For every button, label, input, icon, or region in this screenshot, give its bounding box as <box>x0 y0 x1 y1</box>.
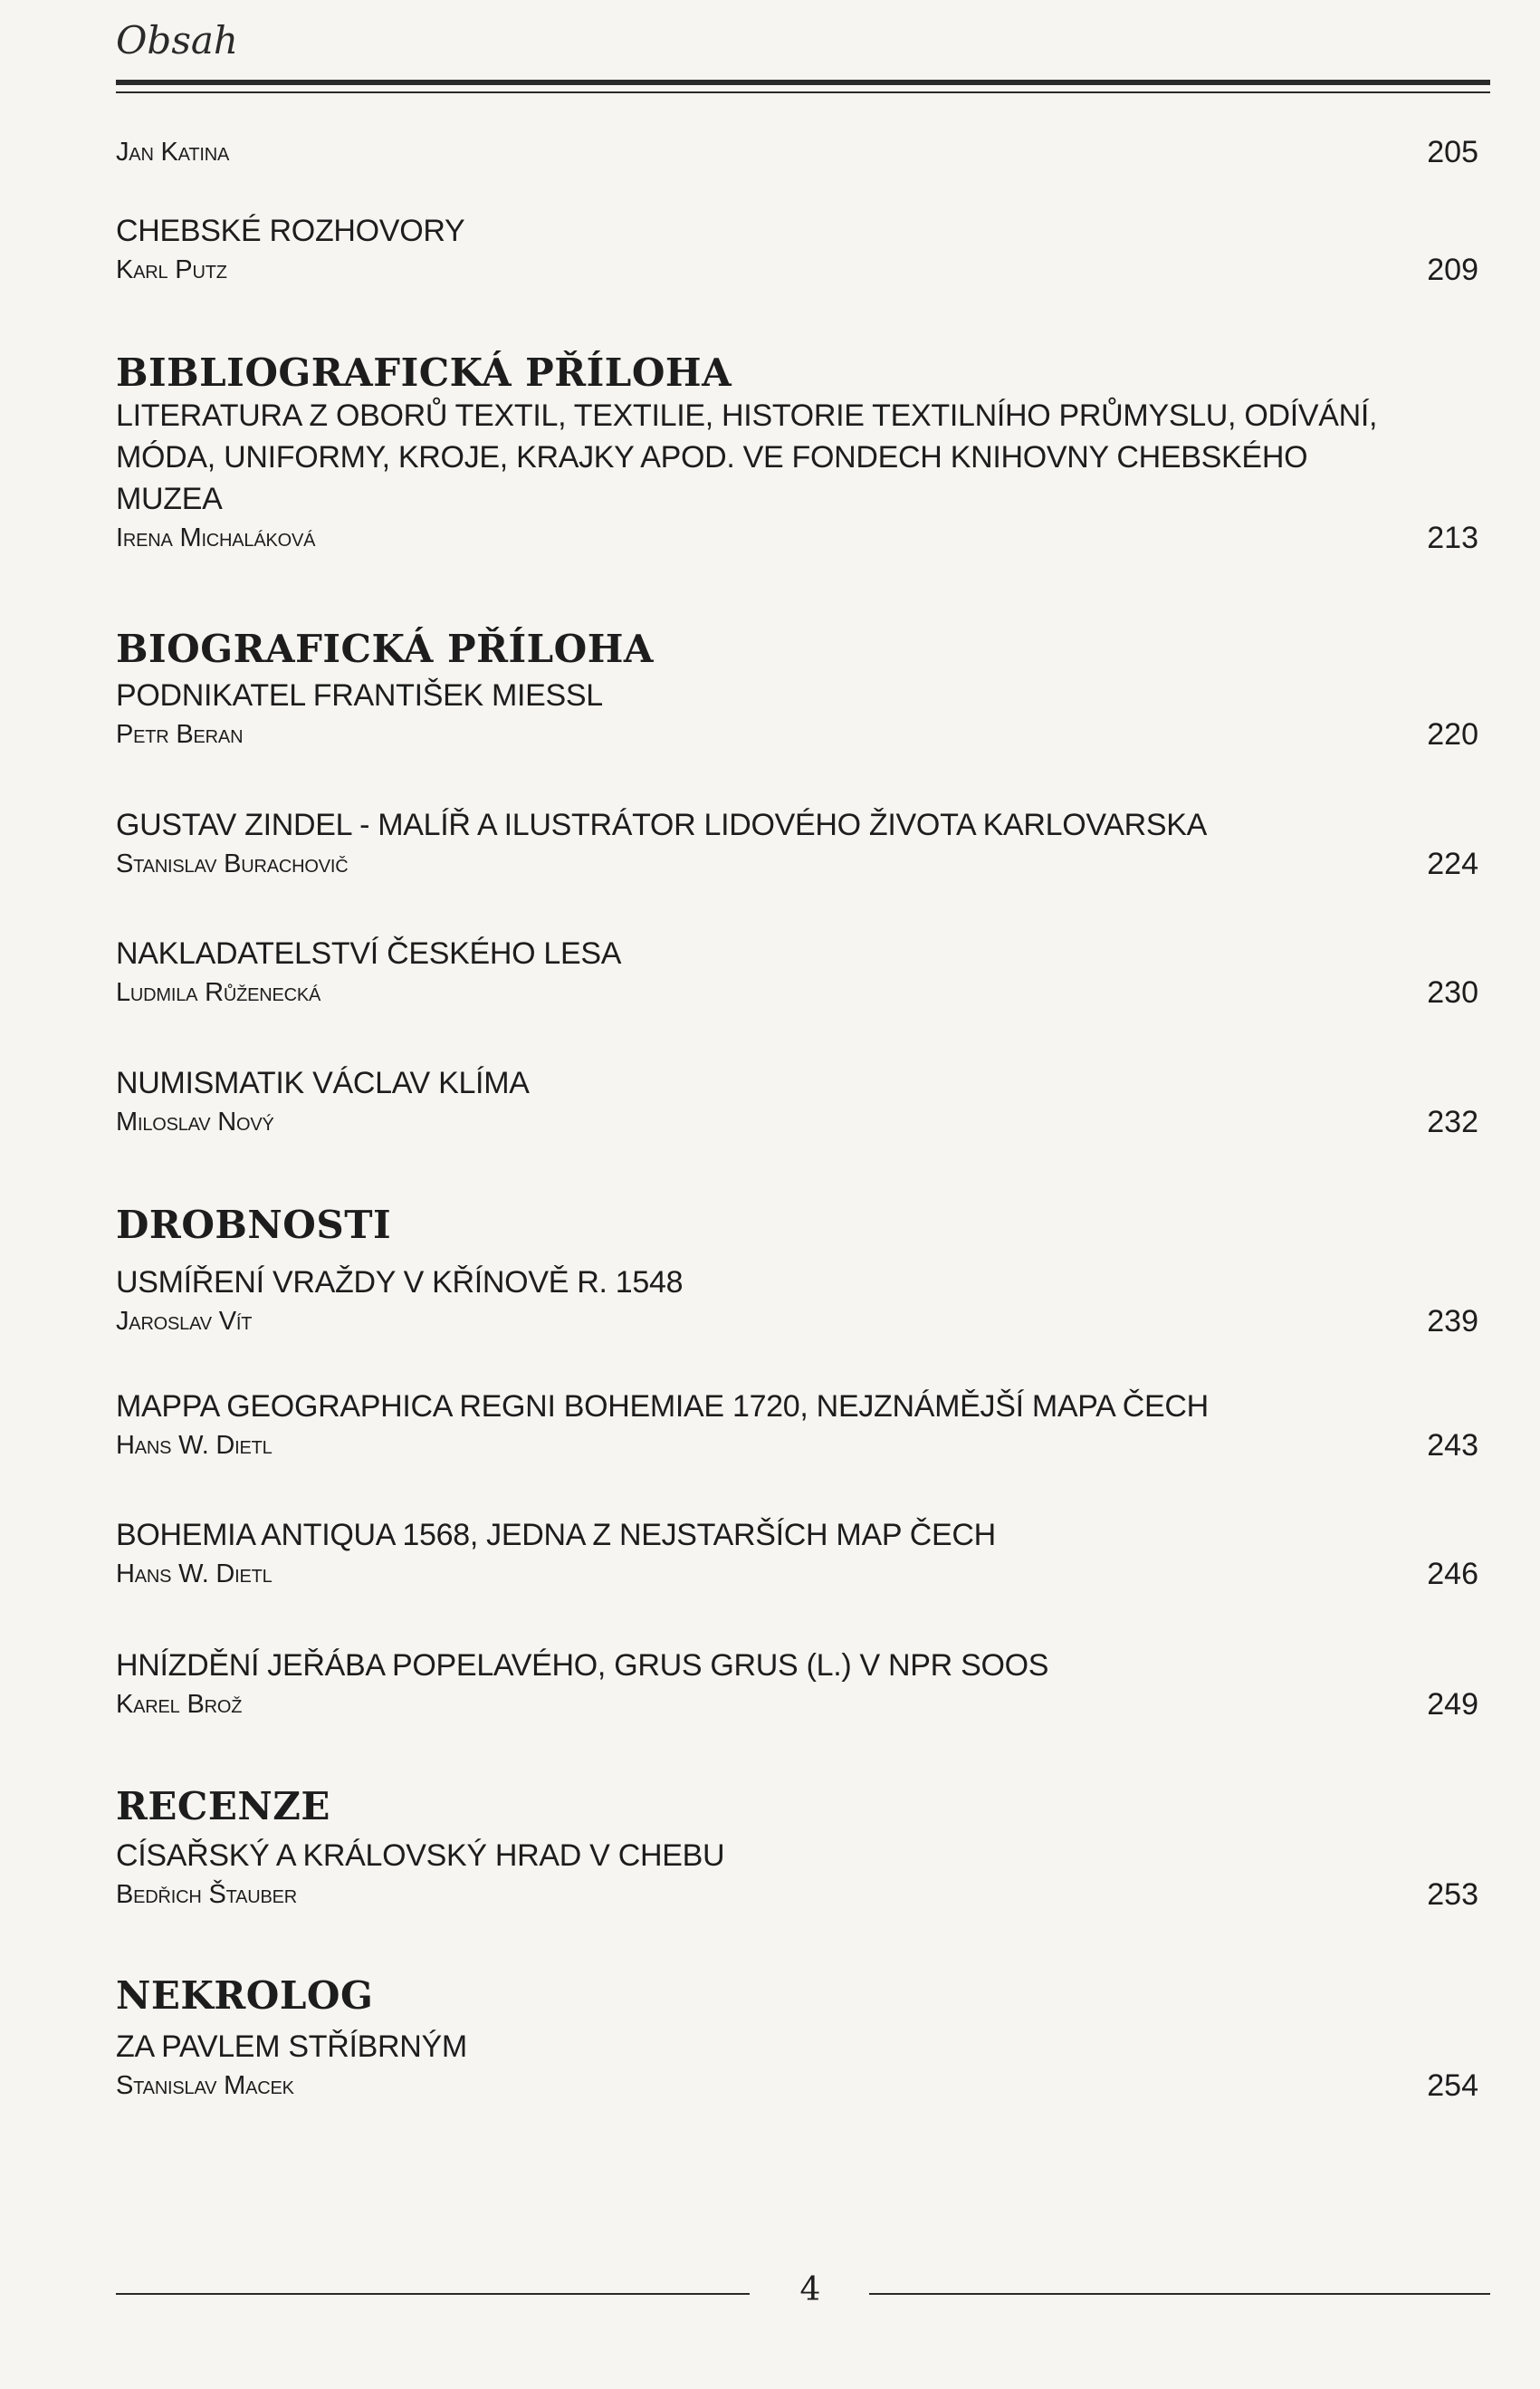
toc-entry <box>116 675 1478 753</box>
entry-title: PODNIKATEL FRANTIŠEK MIESSL <box>116 678 603 713</box>
header-rule-thin <box>116 91 1490 93</box>
toc-entry <box>116 1835 1478 1913</box>
entry-author: Stanislav Macek <box>116 2071 294 2100</box>
page-number: 4 <box>799 2271 821 2308</box>
section-heading-drobnosti: DROBNOSTI <box>116 1203 392 1247</box>
entry-author: Jaroslav Vít <box>116 1307 253 1336</box>
entry-page-number: 224 <box>1427 847 1478 881</box>
toc-entry <box>116 134 1478 170</box>
entry-title: MÓDA, UNIFORMY, KROJE, KRAJKY APOD. VE FONDECH KNIHOVNY CHEBSKÉHO <box>116 440 1308 475</box>
toc-entry <box>116 2026 1478 2104</box>
header-rule-thick <box>116 80 1490 85</box>
entry-author: Irena Michaláková <box>116 523 316 552</box>
entry-page-number: 230 <box>1427 975 1478 1010</box>
entry-page-number: 239 <box>1427 1304 1478 1338</box>
section-heading-biografie: BIOGRAFICKÁ PŘÍLOHA <box>116 627 655 671</box>
toc-entry <box>116 1514 1478 1592</box>
entry-page-number: 254 <box>1427 2068 1478 2103</box>
toc-entry <box>116 210 1478 288</box>
toc-entry <box>116 395 1478 556</box>
entry-title: CHEBSKÉ ROZHOVORY <box>116 214 465 248</box>
entry-title: GUSTAV ZINDEL - MALÍŘ A ILUSTRÁTOR LIDOVÉHO ŽIVOTA KARLOVARSKA <box>116 808 1208 842</box>
entry-title: MUZEA <box>116 482 223 516</box>
toc-entry <box>116 804 1478 882</box>
toc-entry <box>116 1262 1478 1339</box>
entry-author: Jan Katina <box>116 138 230 167</box>
toc-entry <box>116 1062 1478 1140</box>
entry-author: Hans W. Dietl <box>116 1559 273 1588</box>
entry-title: NAKLADATELSTVÍ ČESKÉHO LESA <box>116 936 622 971</box>
entry-page-number: 205 <box>1427 135 1478 169</box>
section-heading-recenze: RECENZE <box>116 1784 330 1828</box>
entry-author: Karl Putz <box>116 255 227 284</box>
entry-title: CÍSAŘSKÝ A KRÁLOVSKÝ HRAD V CHEBU <box>116 1838 725 1873</box>
entry-author: Petr Beran <box>116 720 244 749</box>
entry-author: Miloslav Nový <box>116 1108 274 1137</box>
toc-entry <box>116 1386 1478 1463</box>
entry-author: Hans W. Dietl <box>116 1431 273 1460</box>
entry-page-number: 209 <box>1427 253 1478 287</box>
entry-page-number: 220 <box>1427 717 1478 752</box>
entry-page-number: 243 <box>1427 1428 1478 1463</box>
entry-page-number: 232 <box>1427 1105 1478 1139</box>
entry-page-number: 253 <box>1427 1877 1478 1912</box>
entry-title: ZA PAVLEM STŘÍBRNÝM <box>116 2029 467 2064</box>
entry-page-number: 249 <box>1427 1687 1478 1722</box>
page-header-title: Obsah <box>116 18 238 62</box>
entry-author: Karel Brož <box>116 1690 243 1719</box>
entry-page-number: 213 <box>1427 521 1478 555</box>
entry-title: BOHEMIA ANTIQUA 1568, JEDNA Z NEJSTARŠÍCH MAP ČECH <box>116 1518 996 1552</box>
entry-title: MAPPA GEOGRAPHICA REGNI BOHEMIAE 1720, NEJZNÁMĚJŠÍ MAPA ČECH <box>116 1389 1209 1424</box>
entry-title: NUMISMATIK VÁCLAV KLÍMA <box>116 1066 530 1100</box>
footer-rule-right <box>869 2293 1490 2295</box>
section-heading-nekrolog: NEKROLOG <box>116 1973 374 2018</box>
footer-rule-left <box>116 2293 750 2295</box>
entry-title: HNÍZDĚNÍ JEŘÁBA POPELAVÉHO, GRUS GRUS (L.) V NPR SOOS <box>116 1648 1049 1683</box>
entry-page-number: 246 <box>1427 1557 1478 1591</box>
entry-title: LITERATURA Z OBORŮ TEXTIL, TEXTILIE, HISTORIE TEXTILNÍHO PRŮMYSLU, ODÍVÁNÍ, <box>116 398 1378 433</box>
entry-title: USMÍŘENÍ VRAŽDY V KŘÍNOVĚ R. 1548 <box>116 1265 684 1300</box>
toc-entry <box>116 933 1478 1011</box>
toc-entry <box>116 1645 1478 1722</box>
entry-author: Bedřich Štauber <box>116 1880 298 1909</box>
entry-author: Ludmila Růženecká <box>116 978 321 1007</box>
section-heading-bibliografie: BIBLIOGRAFICKÁ PŘÍLOHA <box>116 350 732 395</box>
entry-author: Stanislav Burachovič <box>116 849 349 878</box>
